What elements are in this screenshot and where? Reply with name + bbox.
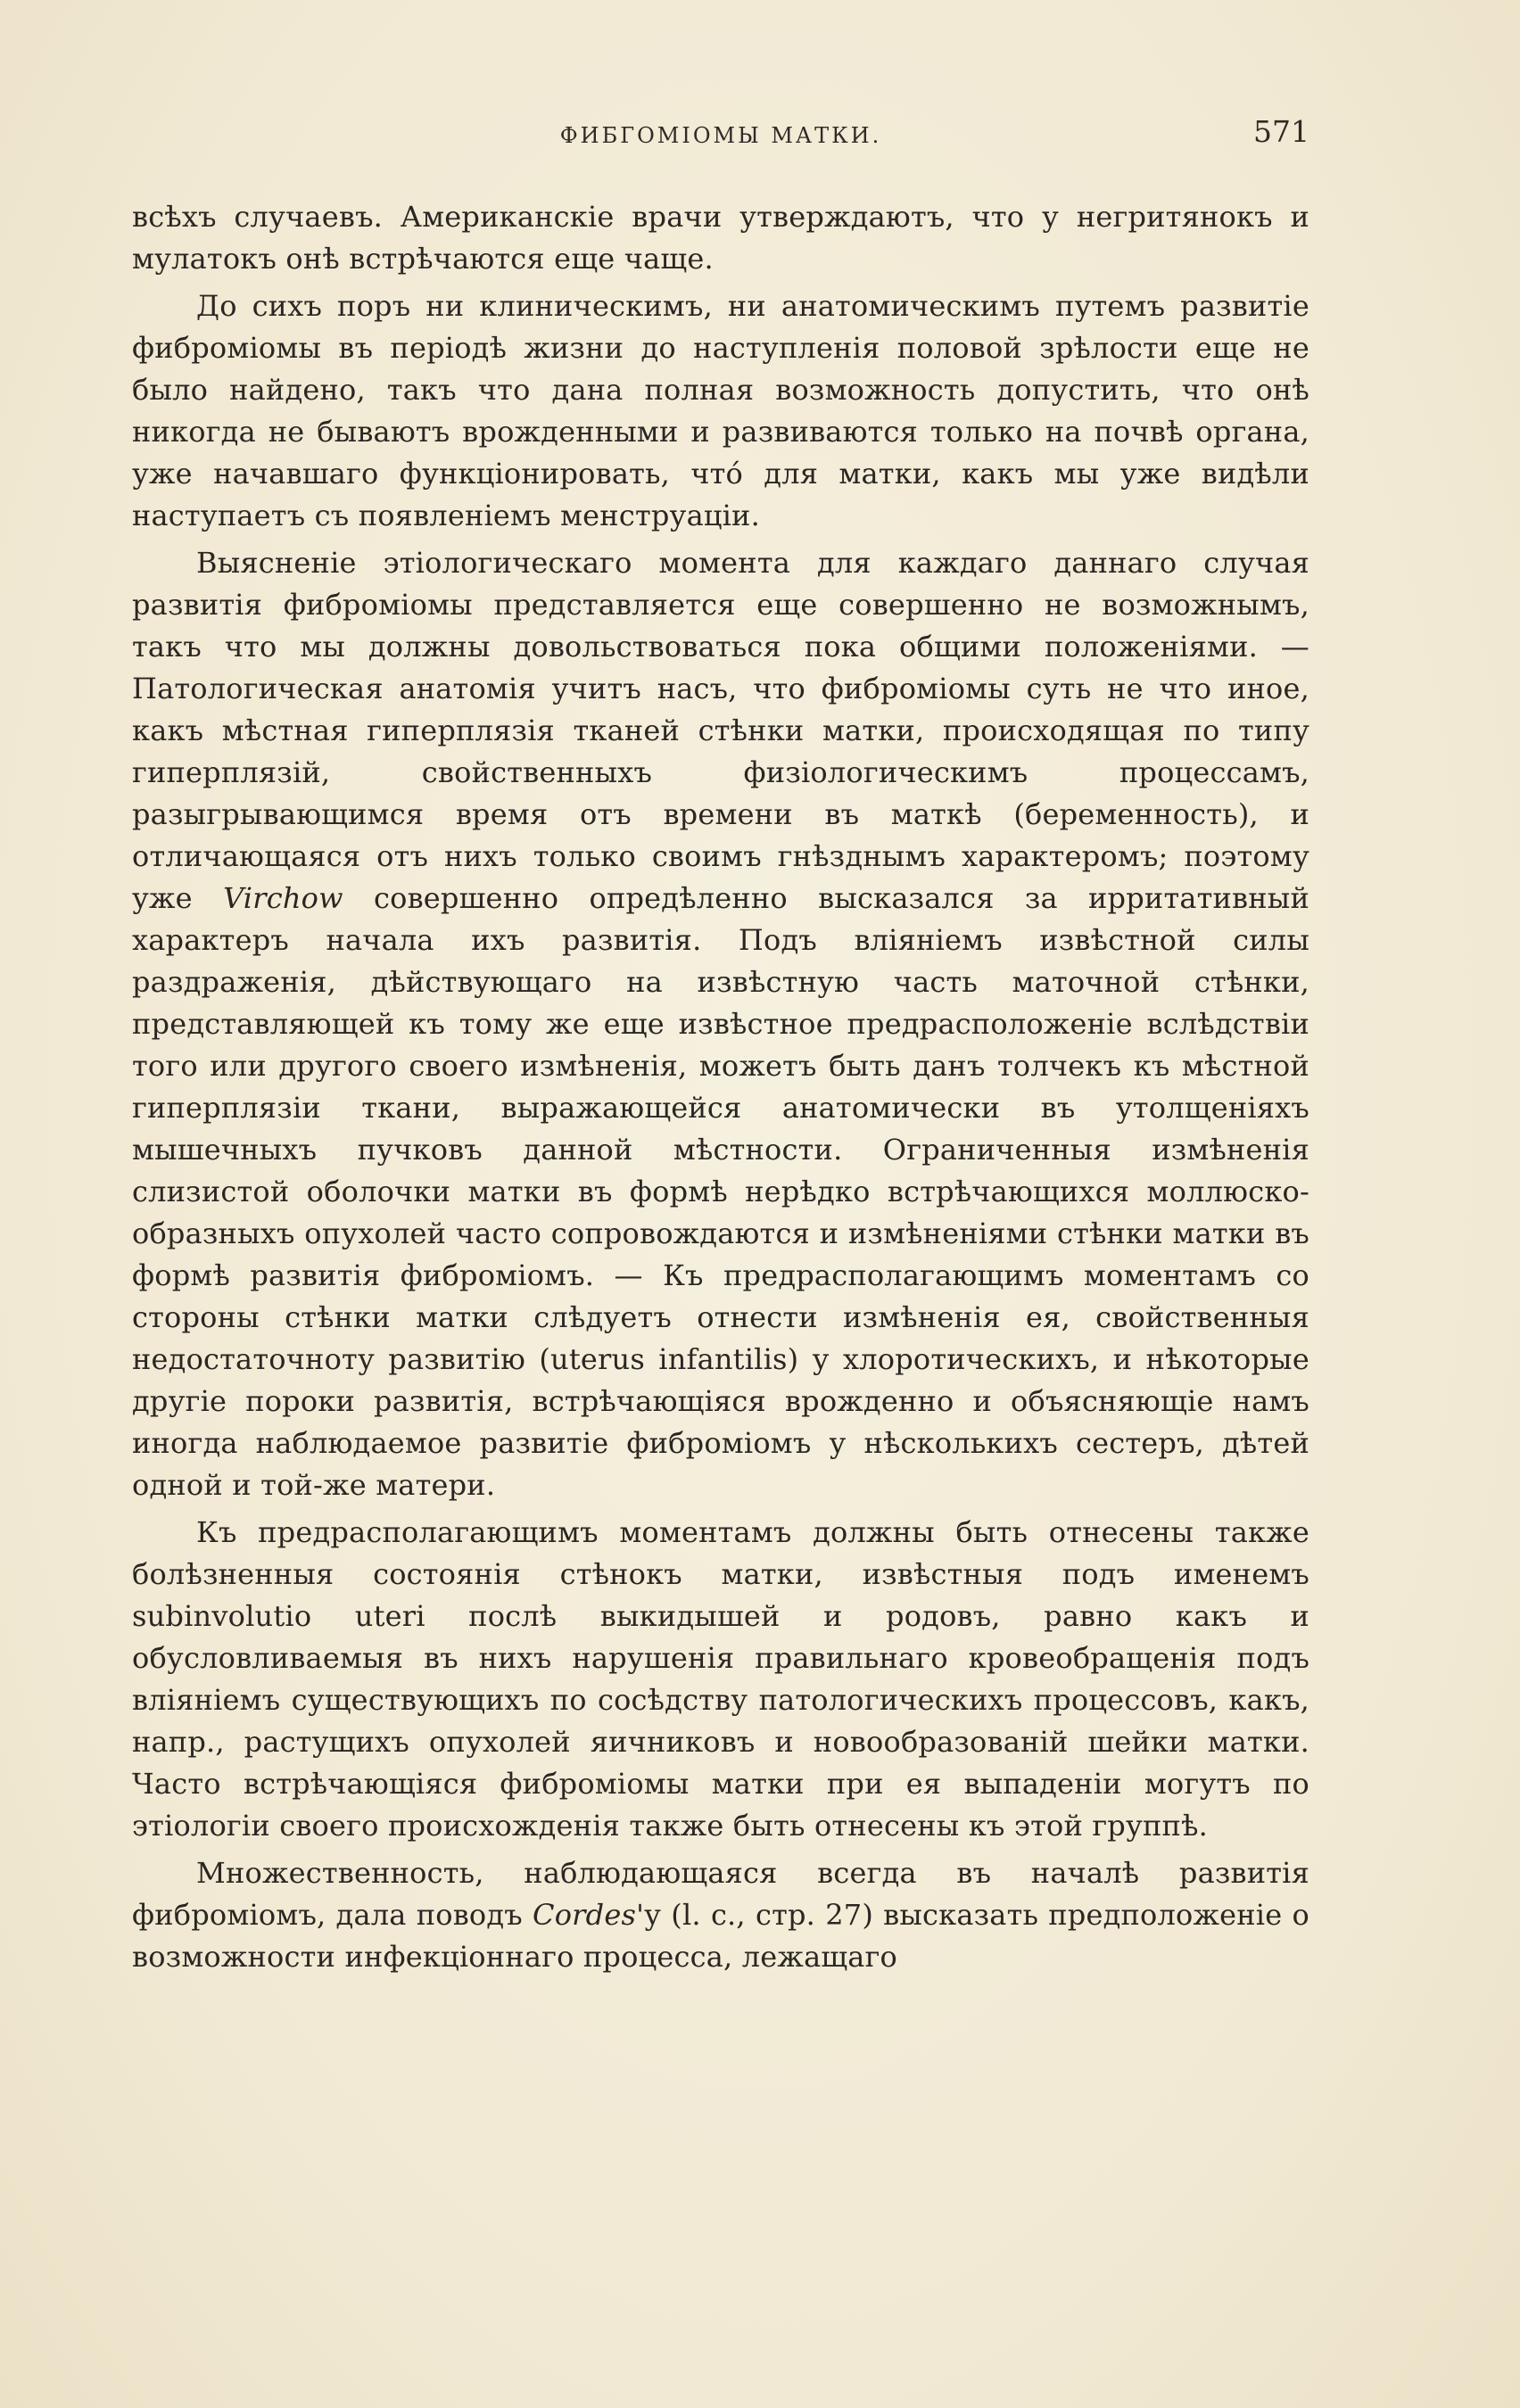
paragraph-text: Выясненіе этіологическаго момента для каждаго даннаго случая развитія фиброміомы представляется еще совершенно не возможнымъ, такъ что мы должны довольствоваться пока общими положеніями. — Патологическая анатомія учитъ насъ, что фиброміомы суть не что иное, какъ мѣстная гиперплязія тканей стѣнки матки, происходящая по типу гиперплязій, свойственныхъ физіологическимъ процессамъ, разыгрывающимся время отъ времени въ маткѣ (беременность), и отличающаяся отъ нихъ только своимъ гнѣзднымъ характеромъ; поэтому уже bbox=[132, 546, 1309, 915]
author-name-italic: Virchow bbox=[223, 881, 343, 915]
paragraph-text: 'у (l. c., стр. 27) высказать предположеніе о возможности инфекціоннаго процесса, лежащаго bbox=[132, 1898, 1310, 1974]
paragraph-continued: всѣхъ случаевъ. Американскіе врачи утверждаютъ, что у негритянокъ и мулатокъ онѣ встрѣчаются еще чаще. bbox=[132, 200, 1309, 276]
paragraph bbox=[132, 1852, 1309, 1978]
page-header bbox=[132, 114, 1309, 159]
running-title: ФИБГОМІОМЫ МАТКИ. bbox=[559, 123, 882, 148]
paragraph: До сихъ поръ ни клиническимъ, ни анатомическимъ путемъ развитіе фиброміомы въ періодѣ жизни до наступленія половой зрѣлости еще не было найдено, такъ что дана полная возможность допустить, что онѣ никогда не бываютъ врожденными и развиваются только на почвѣ органа, уже начавшаго функціонировать, что́ для матки, какъ мы уже видѣли наступаетъ съ появленіемъ менструаціи. bbox=[132, 289, 1309, 532]
body-text bbox=[132, 196, 1309, 1978]
author-name-italic: Cordes bbox=[533, 1898, 637, 1932]
paragraph-text: совершенно опредѣленно высказался за ирритативный характеръ начала ихъ развитія. Подъ вліяніемъ извѣстной силы раздраженія, дѣйствующаго на извѣстную часть маточной стѣнки, представляющей къ тому же еще извѣстное предрасположеніе вслѣдствіи того или другого своего измѣненія, можетъ быть данъ толчекъ къ мѣстной гиперплязіи ткани, выражающейся анатомически въ утолщеніяхъ мышечныхъ пучковъ данной мѣстности. Ограниченныя измѣненія слизистой оболочки матки въ формѣ нерѣдко встрѣчающихся моллюско-образныхъ опухолей часто сопровождаются и измѣненіями стѣнки матки въ формѣ развитія фиброміомъ. — Къ предрасполагающимъ моментамъ со стороны стѣнки матки слѣдуетъ отнести измѣненія ея, свойственныя недостаточноту развитію (uterus infantilis) у хлоротическихъ, и нѣкоторые другіе пороки развитія, встрѣчающіяся врожденно и объясняющіе намъ иногда наблюдаемое развитіе фиброміомъ у нѣсколькихъ сестеръ, дѣтей одной и той-же матери. bbox=[132, 881, 1309, 1502]
paragraph: Къ предрасполагающимъ моментамъ должны быть отнесены также болѣзненныя состоянія стѣнокъ матки, извѣстныя подъ именемъ subinvolutio uteri послѣ выкидышей и родовъ, равно какъ и обусловливаемыя въ нихъ нарушенія правильнаго кровеобращенія подъ вліяніемъ существующихъ по сосѣдству патологическихъ процессовъ, какъ, напр., растущихъ опухолей яичниковъ и новообразованій шейки матки. Часто встрѣчающіяся фиброміомы матки при ея выпаденіи могутъ по этіологіи своего происхожденія также быть отнесены къ этой группѣ. bbox=[132, 1515, 1309, 1843]
paragraph-text: Множественность, наблюдающаяся всегда въ началѣ развитія фиброміомъ, дала поводъ bbox=[132, 1856, 1309, 1932]
paragraph bbox=[132, 542, 1309, 1506]
page-number: 571 bbox=[1253, 114, 1309, 149]
